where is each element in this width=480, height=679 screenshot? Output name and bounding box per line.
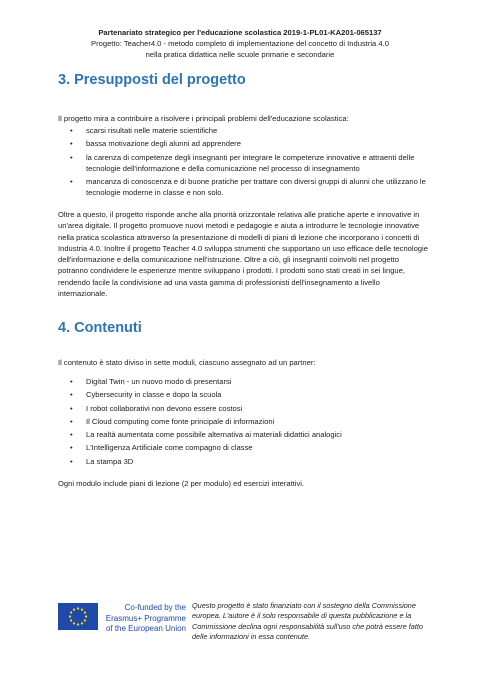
header-project-line-2: nella pratica didattica nelle scuole primarie e secondarie xyxy=(145,50,335,59)
section-3-intro: Il progetto mira a contribuire a risolvere i principali problemi dell'educazione scolastica: xyxy=(58,114,349,123)
eu-flag-icon xyxy=(58,603,98,630)
section-4-bullet-list xyxy=(58,376,430,469)
list-item: • La stampa 3D xyxy=(70,456,134,466)
bullet-icon: • xyxy=(70,152,73,162)
bullet-icon: • xyxy=(70,443,73,453)
section-4-title: 4. Contenuti xyxy=(58,320,142,336)
bullet-icon: • xyxy=(70,390,73,400)
eu-disclaimer: Questo progetto è stato finanziato con il sostegno della Commissione europea. L'autore è il solo responsabile di questa pubblicazione e la Commissione declina ogni responsabilità sull'uso che potrà essere fatto delle informazioni in essa contenute. xyxy=(192,601,423,641)
list-item: • scarsi risultati nelle materie scientifiche xyxy=(70,126,218,135)
document-header xyxy=(0,27,480,60)
header-partnership-line: Partenariato strategico per l'educazione scolastica 2019-1-PL01-KA201-065137 xyxy=(98,28,382,37)
bullet-icon: • xyxy=(70,403,73,413)
section-3-body: Oltre a questo, il progetto risponde anche alla priorità orizzontale relativa alle pratiche aperte e innovative in un'area digitale. Il progetto promuove nuovi metodi e pedagogie e aiuta a introdurre le tecnologie innovative nella pratica scolastica attraverso la presentazione di modelli di piani di lezione che incorporano i concetti di Industria 4.0. Inoltre il progetto Teacher 4.0 sviluppa strumenti che supportano un uso efficace delle tecnologie dell'informazione e della comunicazione nell'istruzione. Oltre a ciò, gli insegnanti coinvolti nel progetto potranno condividere le esperienze mentre sviluppano i prodotti. I prodotti sono stati creati in sei lingue, rendendo facile la condivisione ad una vasta gamma di professionisti dell'insegnamento a livello internazionale. xyxy=(58,210,428,299)
bullet-icon: • xyxy=(70,377,73,386)
list-item: • la carenza di competenze degli insegnanti per integrare le competenze innovative e attraenti delle tecnologie dell'informazione e della comunicazione nel processo di insegnamento xyxy=(70,152,415,173)
bullet-icon: • xyxy=(70,416,73,426)
list-item: • mancanza di conoscenza e di buone pratiche per trattare con diversi gruppi di alunni che utilizzano le tecnologie moderne in classe e non solo. xyxy=(70,177,426,198)
header-project-line: Progetto: Teacher4.0 - metodo completo di implementazione del concetto di Industria 4.0 xyxy=(91,39,389,48)
list-item: • I robot collaborativi non devono essere costosi xyxy=(70,403,243,413)
list-item: • Digital Twin - un nuovo modo di presentarsi xyxy=(70,377,232,386)
section-4-intro: Il contenuto è stato diviso in sette moduli, ciascuno assegnato ad un partner: xyxy=(58,358,316,367)
list-item: • L'Intelligenza Artificiale come compagno di classe xyxy=(70,443,253,453)
section-4-closing: Ogni modulo include piani di lezione (2 per modulo) ed esercizi interattivi. xyxy=(58,479,305,488)
list-item: • La realtà aumentata come possibile alternativa ai materiali didattici analogici xyxy=(70,430,342,440)
cofunded-label: Co-funded by the Erasmus+ Programme of the European Union xyxy=(105,603,186,633)
bullet-icon: • xyxy=(70,456,73,466)
bullet-icon: • xyxy=(70,177,73,187)
bullet-icon: • xyxy=(70,430,73,440)
list-item: • bassa motivazione degli alunni ad apprendere xyxy=(70,139,241,149)
list-item: • Cybersecurity in classe e dopo la scuola xyxy=(70,390,222,400)
bullet-icon: • xyxy=(70,126,73,135)
list-item: • Il Cloud computing come fonte principale di informazioni xyxy=(70,416,275,426)
bullet-icon: • xyxy=(70,139,73,149)
section-3-title: 3. Presupposti del progetto xyxy=(58,72,246,88)
section-3-bullet-list xyxy=(58,125,430,201)
eu-flag-svg xyxy=(58,603,98,630)
